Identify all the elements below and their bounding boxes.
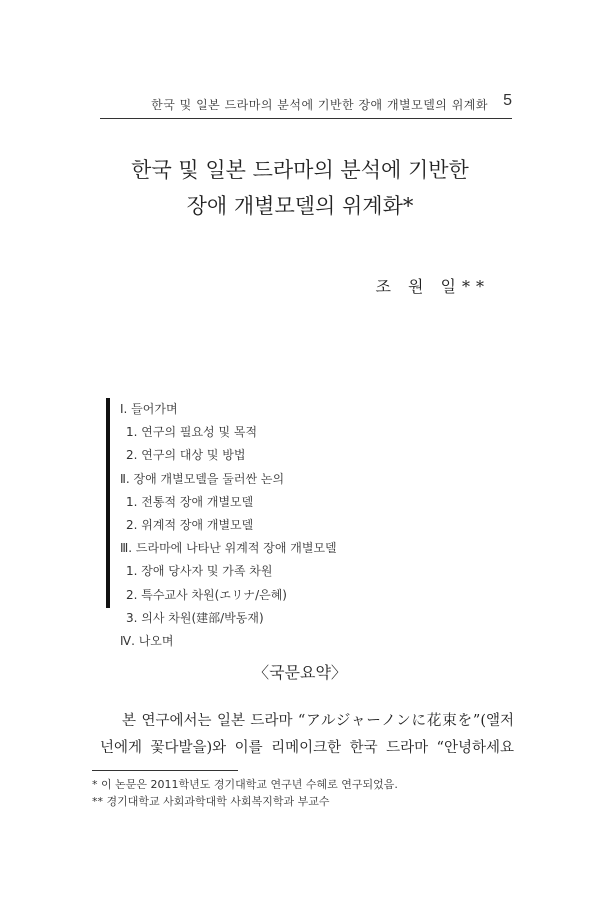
paper-title (80, 152, 520, 224)
toc-section-3: Ⅲ. 드라마에 나타난 위계적 장애 개별모델 (120, 541, 337, 556)
abstract-heading: 〈국문요약〉 (253, 663, 347, 682)
toc-subsection-3-2: 2. 특수교사 차원(エリナ/은혜) (126, 587, 287, 602)
footnote-1: * 이 논문은 2011학년도 경기대학교 연구년 수혜로 연구되었음. (92, 778, 398, 791)
footnote-2: ** 경기대학교 사회과학대학 사회복지학과 부교수 (92, 795, 330, 808)
table-of-contents (106, 398, 420, 648)
abstract-body (100, 708, 514, 762)
toc-section-2: Ⅱ. 장애 개별모델을 둘러싼 논의 (120, 471, 285, 486)
toc-subsection-3-1: 1. 장애 당사자 및 가족 차원 (126, 564, 273, 579)
toc-subsection-1-1: 1. 연구의 필요성 및 목적 (126, 425, 258, 440)
toc-section-1: Ⅰ. 들어가며 (120, 402, 178, 416)
toc-subsection-3-3: 3. 의사 차원(建部/박동재) (126, 610, 264, 625)
author-name: 조 원 일** (375, 277, 490, 296)
page-number: 5 (503, 92, 512, 109)
toc-subsection-2-1: 1. 전통적 장애 개별모델 (126, 494, 254, 509)
abstract-line-1: 본 연구에서는 일본 드라마 “アルジャーノンに花束を”(앨저 (122, 713, 514, 729)
footnotes (92, 776, 398, 810)
abstract-line-2: 넌에게 꽃다발을)와 이를 리메이크한 한국 드라마 “안녕하세요 (100, 740, 514, 756)
paper-title-line-2: 장애 개별모델의 위계화* (186, 194, 414, 218)
running-header (100, 92, 512, 119)
footnote-divider (92, 770, 238, 771)
paper-title-line-1: 한국 및 일본 드라마의 분석에 기반한 (131, 158, 469, 182)
toc-section-4: Ⅳ. 나오며 (120, 633, 174, 648)
toc-subsection-2-2: 2. 위계적 장애 개별모델 (126, 517, 254, 532)
toc-subsection-1-2: 2. 연구의 대상 및 방법 (126, 448, 246, 463)
running-header-title: 한국 및 일본 드라마의 분석에 기반한 장애 개별모델의 위계화 (151, 98, 488, 112)
